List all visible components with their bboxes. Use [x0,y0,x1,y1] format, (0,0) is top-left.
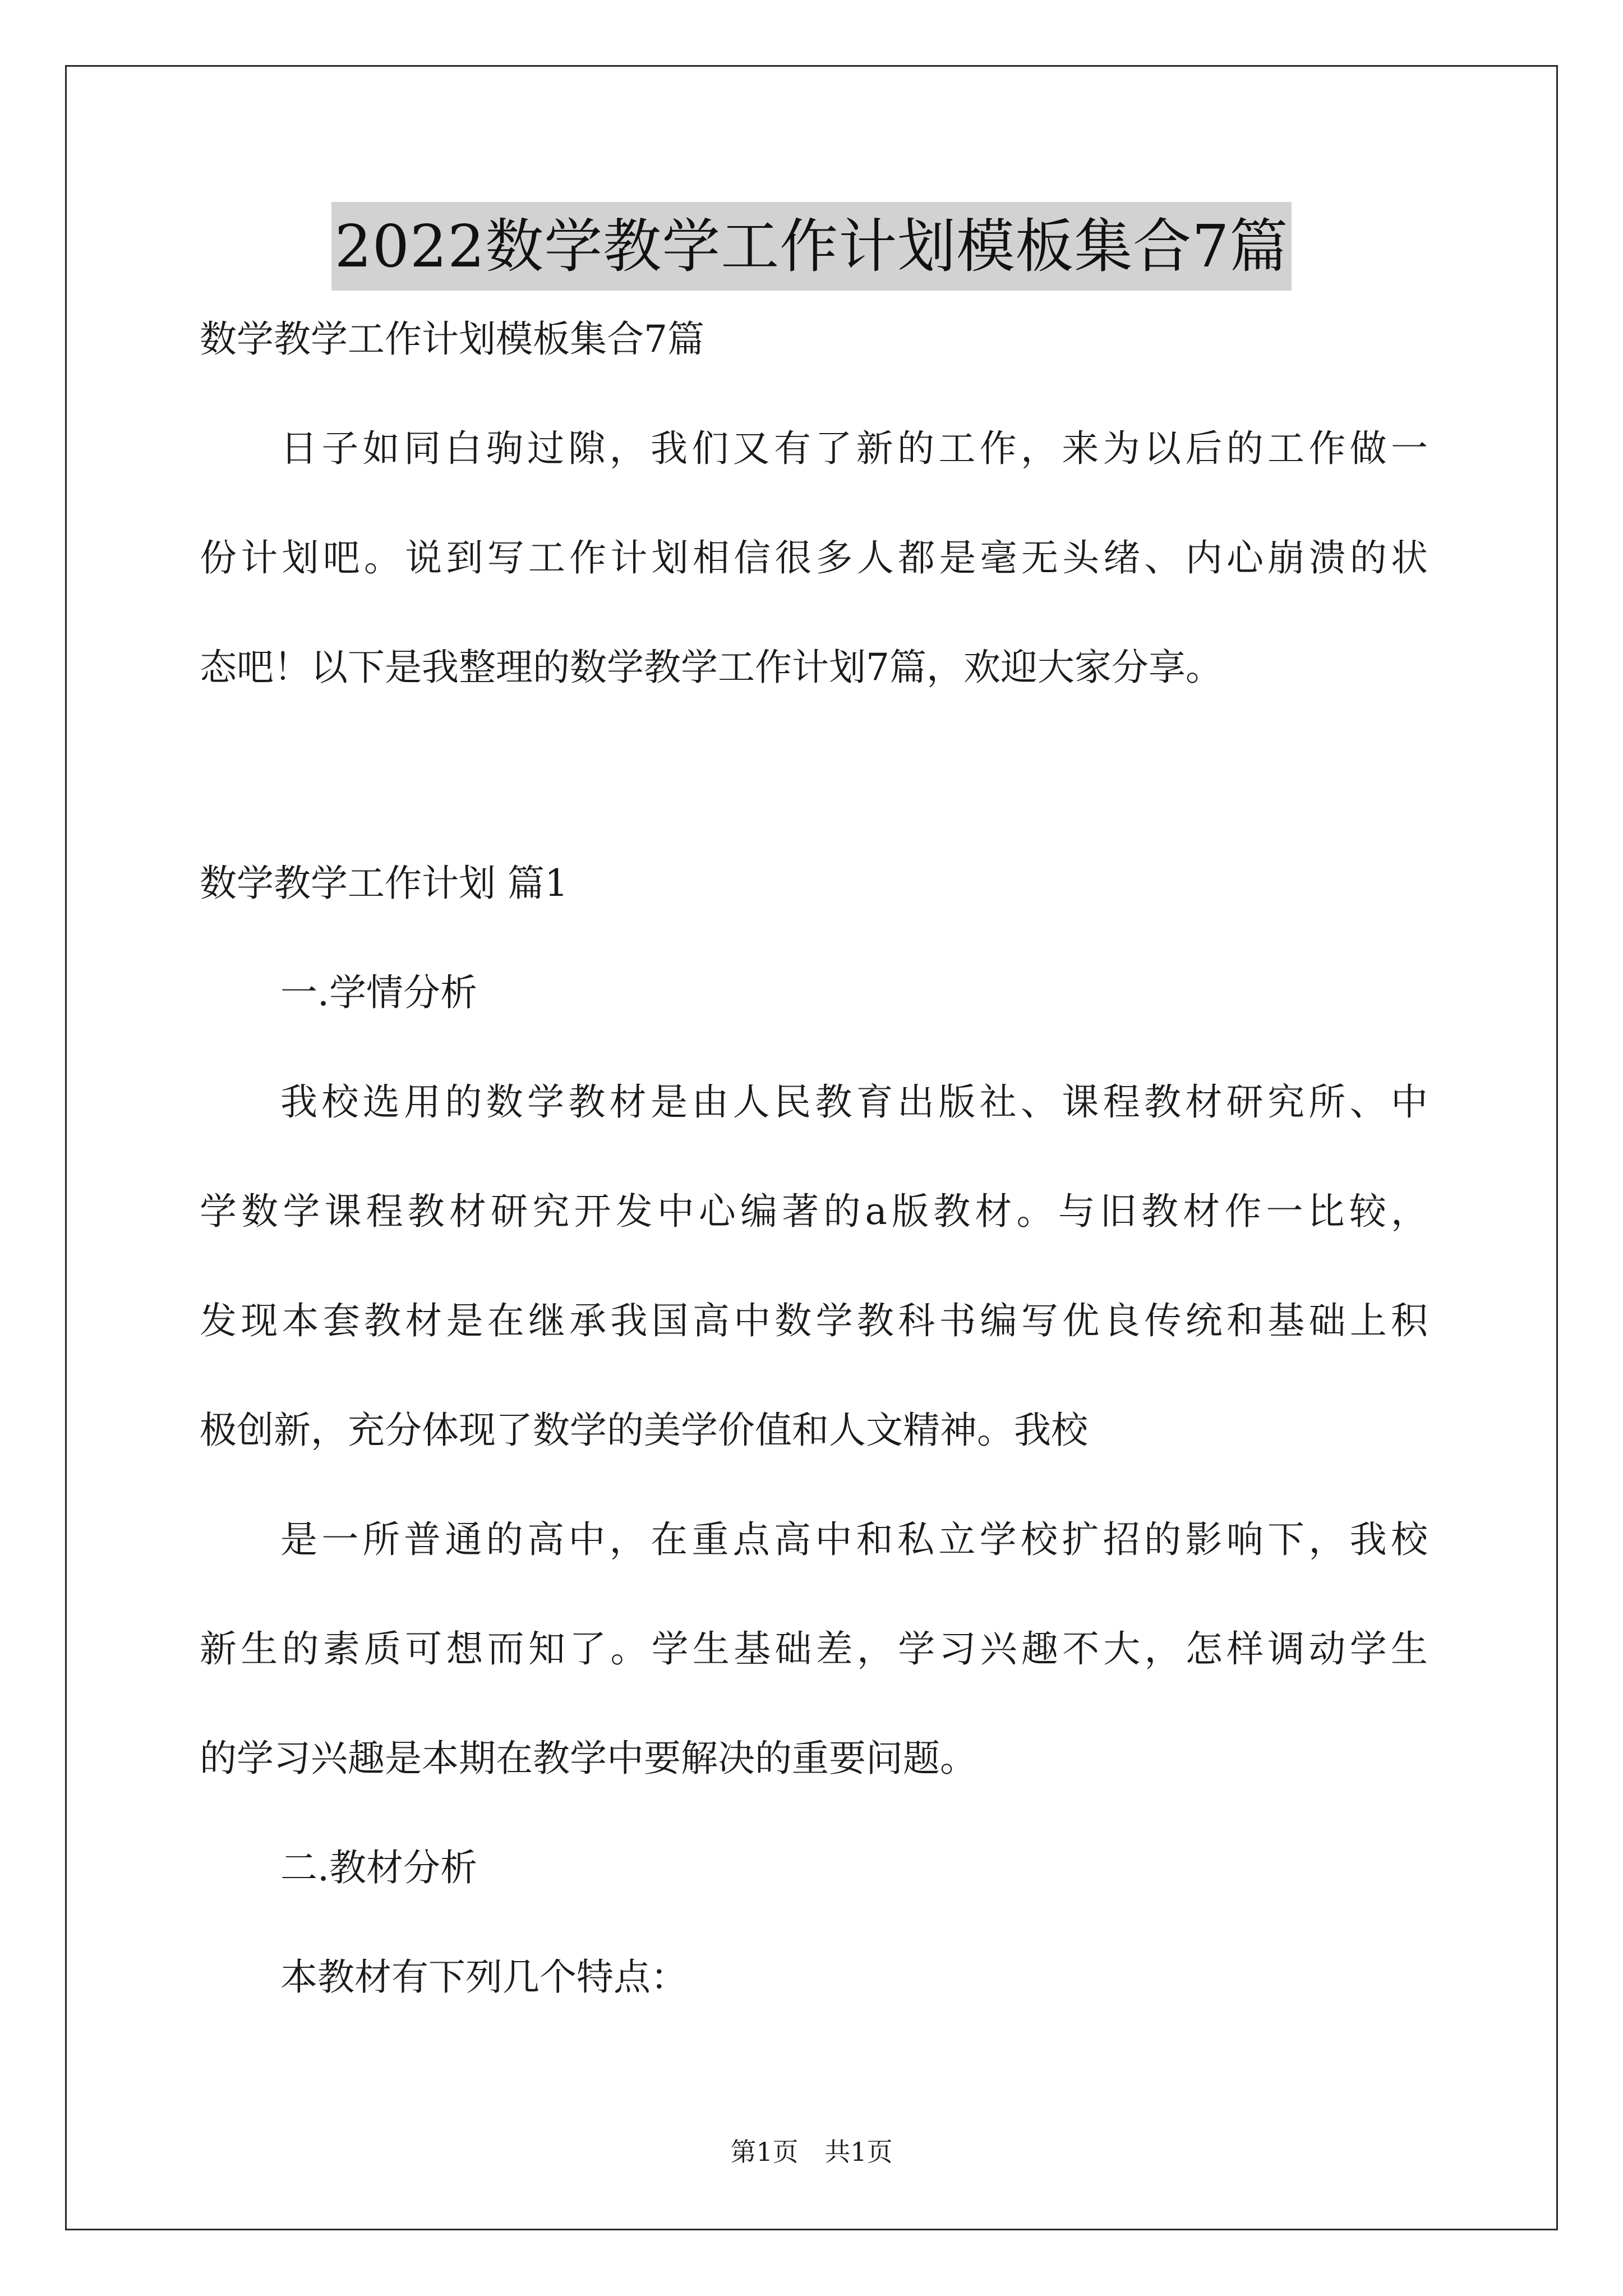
section-heading-1: 数学教学工作计划 篇1 [200,862,568,905]
title-container [0,202,1623,291]
page-total: 共1页 [824,2137,893,2167]
page-border [65,65,1558,2230]
paragraph-line: 我校选用的数学教材是由人民教育出版社、课程教材研究所、中 [280,1080,1428,1124]
document-title: 2022数学教学工作计划模板集合7篇 [331,202,1292,291]
intro-line-2: 份计划吧。说到写工作计划相信很多人都是毫无头绪、内心崩溃的状 [200,536,1428,579]
intro-line-1: 日子如同白驹过隙，我们又有了新的工作，来为以后的工作做一 [280,427,1428,470]
subheading-textbook-analysis: 二.教材分析 [280,1846,477,1889]
subtitle-line: 数学教学工作计划模板集合7篇 [200,318,704,361]
paragraph-line: 的学习兴趣是本期在教学中要解决的重要问题。 [200,1737,977,1780]
paragraph-line: 新生的素质可想而知了。学生基础差，学习兴趣不大，怎样调动学生 [200,1627,1428,1671]
page-footer [0,2132,1623,2169]
paragraph-line: 本教材有下列几个特点： [280,1955,688,1999]
intro-line-3: 态吧！以下是我整理的数学教学工作计划7篇，欢迎大家分享。 [200,646,1223,689]
paragraph-line: 极创新，充分体现了数学的美学价值和人文精神。我校 [200,1409,1088,1452]
subheading-learning-analysis: 一.学情分析 [280,971,477,1014]
paragraph-line: 是一所普通的高中，在重点高中和私立学校扩招的影响下，我校 [280,1518,1428,1561]
page-number: 第1页 [730,2137,799,2167]
paragraph-line: 学数学课程教材研究开发中心编著的a版教材。与旧教材作一比较， [200,1190,1428,1233]
paragraph-line: 发现本套教材是在继承我国高中数学教科书编写优良传统和基础上积 [200,1299,1428,1342]
